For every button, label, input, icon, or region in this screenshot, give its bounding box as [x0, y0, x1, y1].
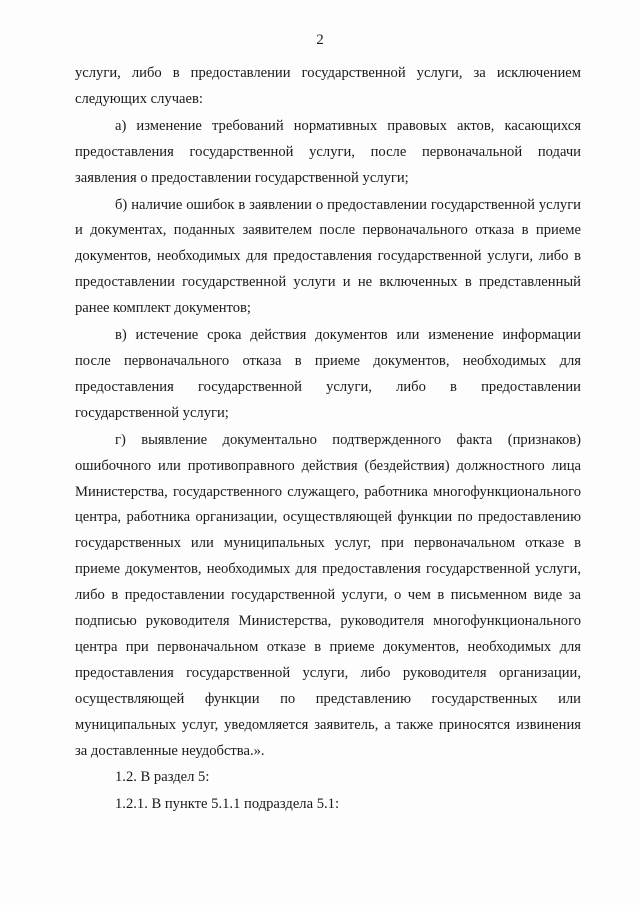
paragraph-continuation: услуги, либо в предоставлении государственной услуги, за исключением следующих случаев: — [75, 65, 581, 107]
page-number: 2 — [316, 32, 324, 48]
paragraph-item-g: г) выявление документально подтвержденного факта (признаков) ошибочного или противоправного действия (бездействия) должностного лица Министерства, государственного служащего, работника многофункционального центра, работника организации, осуществляющей функции по предоставлению государственных или муниципальных услуг, при первоначальном отказе в приеме документов, необходимых для предоставления государственной услуги, либо в предоставлении государственной услуги, о чем в письменном виде за подписью руководителя Министерства, руководителя многофункционального центра при первоначальном отказе в приеме документов, необходимых для предоставления государственной услуги, либо руководителя организации, осуществляющей функции по представлению государственных или муниципальных услуг, уведомляется заявитель, а также приносятся извинения за доставленные неудобства.». — [75, 431, 581, 759]
paragraph-item-v: в) истечение срока действия документов или изменение информации после первоначального отказа в приеме документов, необходимых для предоставления государственной услуги, либо в предоставлении государственной услуги; — [75, 327, 581, 421]
document-body — [75, 61, 581, 818]
paragraph-section-1-2-1: 1.2.1. В пункте 5.1.1 подраздела 5.1: — [115, 796, 340, 813]
paragraph-section-1-2: 1.2. В раздел 5: — [115, 769, 210, 786]
paragraph-item-b: б) наличие ошибок в заявлении о предоставлении государственной услуги и документах, поданных заявителем после первоначального отказа в приеме документов, необходимых для предоставления государственной услуги, либо в предоставлении государственной услуги и не включенных в представленный ранее комплект документов; — [75, 196, 581, 317]
paragraph-item-a: а) изменение требований нормативных правовых актов, касающихся предоставления государственной услуги, после первоначальной подачи заявления о предоставлении государственной услуги; — [75, 117, 581, 186]
